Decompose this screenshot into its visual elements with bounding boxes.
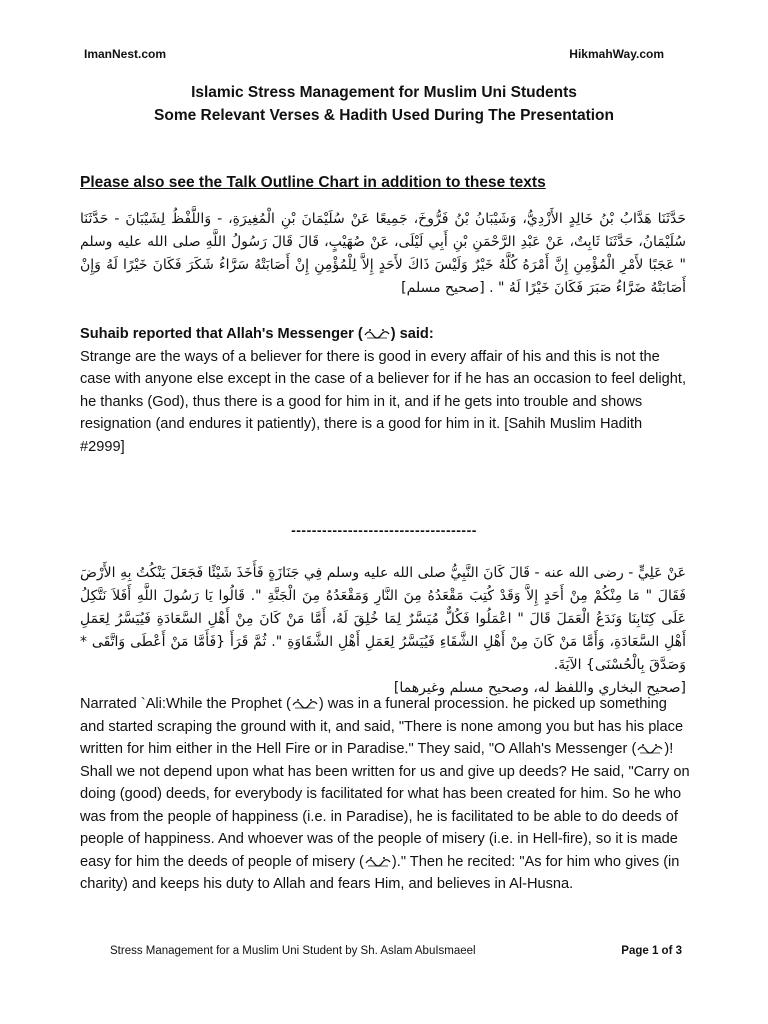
outline-note: Please also see the Talk Outline Chart in addition to these texts	[80, 174, 546, 191]
document-title: Islamic Stress Management for Muslim Uni Students	[191, 84, 577, 101]
hadith1-english: Strange are the ways of a believer for there is good in every affair of his and this is not the case with anyone else except in the case of a believer for if he has an occasion to feel delight, he thanks (God), thus there is a good for him in it, and if he gets into trouble and shows resignation (and endures it patiently), there is a good for him in it. [Sahih Muslim Hadith #2999]	[80, 348, 687, 455]
hadith1-intro-text: Suhaib reported that Allah's Messenger (	[80, 326, 363, 342]
hadith2-arabic-citation: [صحيح البخاري واللفظ له، وصحيح مسلم وغيرهما]	[393, 680, 686, 696]
footer-author-line: Stress Management for a Muslim Uni Student by Sh. Aslam AbuIsmaeel	[110, 945, 476, 957]
hadith2-part-d: )." Then he recited: "As for him who gives (in charity) and keeps his duty to Allah and fears Him, and believes in Al-Husna.	[80, 853, 680, 892]
hadith2-translation	[80, 693, 690, 896]
pbuh-calligraphy-icon	[363, 326, 391, 340]
header-left-site: ImanNest.com	[84, 47, 167, 61]
hadith2-arabic-body: عَنْ عَلِيٍّ - رضى الله عنه - قَالَ كَانَ النَّبِيُّ صلى الله عليه وسلم فِي جَنَازَةٍ فَأَخَذَ شَيْئًا فَجَعَلَ يَنْكُتُ بِهِ الأَرْضَ فَقَالَ " مَا مِنْكُمْ مِنْ أَحَدٍ إِلاَّ وَقَدْ كُتِبَ مَقْعَدُهُ مِنَ النَّارِ وَمَقْعَدُهُ مِنَ الْجَنَّةِ ". قَالُوا يَا رَسُولَ اللَّهِ أَفَلاَ نَتَّكِلُ عَلَى كِتَابِنَا وَنَدَعُ الْعَمَلَ قَالَ " اعْمَلُوا فَكُلٌّ مُيَسَّرٌ لِمَا خُلِقَ لَهُ، أَمَّا مَنْ كَانَ مِنْ أَهْلِ السَّعَادَةِ فَيُيَسَّرُ لِعَمَلِ أَهْلِ السَّعَادَةِ، وَأَمَّا مَنْ كَانَ مِنْ أَهْلِ الشَّقَاءِ فَيُيَسَّرُ لِعَمَلِ أَهْلِ الشَّقَاوَةِ ". ثُمَّ قَرَأَ {فَأَمَّا مَنْ أَعْطَى وَاتَّقَى * وَصَدَّقَ بِالْحُسْنَى} الآيَةَ.	[80, 565, 686, 673]
hadith1-intro-end: ) said:	[390, 326, 434, 342]
pbuh-calligraphy-icon	[364, 854, 392, 868]
header-right-site: HikmahWay.com	[569, 47, 664, 61]
hadith2-part-c: )! Shall we not depend upon what has been written for us and give up deeds? He said, "Carry on doing (good) deeds, for everybody is facilitated for what has been created for him. So he who was from the people of happiness (i.e. in Paradise), he is facilitated to be able to do deeds of people of happiness. And whoever was of the people of misery (i.e. in Hell-fire), so it is made easy for him the deeds of people of misery (	[80, 741, 690, 870]
hadith2-part-b: ) was in a funeral procession. he picked up something and started scraping the ground with it, and said, "There is none among you but has his place written for him either in the Hell Fire or in Paradise." They said, "O Allah's Messenger (	[80, 696, 684, 757]
hadith2-part-a: Narrated `Ali:While the Prophet (	[80, 696, 291, 712]
pbuh-calligraphy-icon	[291, 696, 319, 710]
separator-line: ------------------------------------	[291, 522, 477, 538]
pbuh-calligraphy-icon	[636, 741, 664, 755]
hadith2-arabic-text	[80, 562, 686, 700]
document-subtitle: Some Relevant Verses & Hadith Used During The Presentation	[154, 107, 614, 124]
hadith1-translation	[80, 323, 690, 458]
footer-page-number: Page 1 of 3	[621, 945, 682, 957]
hadith1-arabic-text: حَدَّثَنَا هَدَّابُ بْنُ خَالِدٍ الأَزْدِيُّ، وَشَيْبَانُ بْنُ فَرُّوخَ، جَمِيعًا عَنْ سُلَيْمَانَ بْنِ الْمُغِيرَةِ، - وَاللَّفْظُ لِشَيْبَانَ - حَدَّثَنَا سُلَيْمَانُ، حَدَّثَنَا ثَابِتٌ، عَنْ عَبْدِ الرَّحْمَنِ بْنِ أَبِي لَيْلَى، عَنْ صُهَيْبٍ، قَالَ قَالَ رَسُولُ اللَّهِ صلى الله عليه وسلم " عَجَبًا لأَمْرِ الْمُؤْمِنِ إِنَّ أَمْرَهُ كُلَّهُ خَيْرٌ وَلَيْسَ ذَاكَ لأَحَدٍ إِلاَّ لِلْمُؤْمِنِ إِنْ أَصَابَتْهُ سَرَّاءُ شَكَرَ فَكَانَ خَيْرًا لَهُ وَإِنْ أَصَابَتْهُ ضَرَّاءُ صَبَرَ فَكَانَ خَيْرًا لَهُ " . [صحيح مسلم]	[80, 211, 686, 296]
hadith1-intro	[80, 326, 434, 342]
